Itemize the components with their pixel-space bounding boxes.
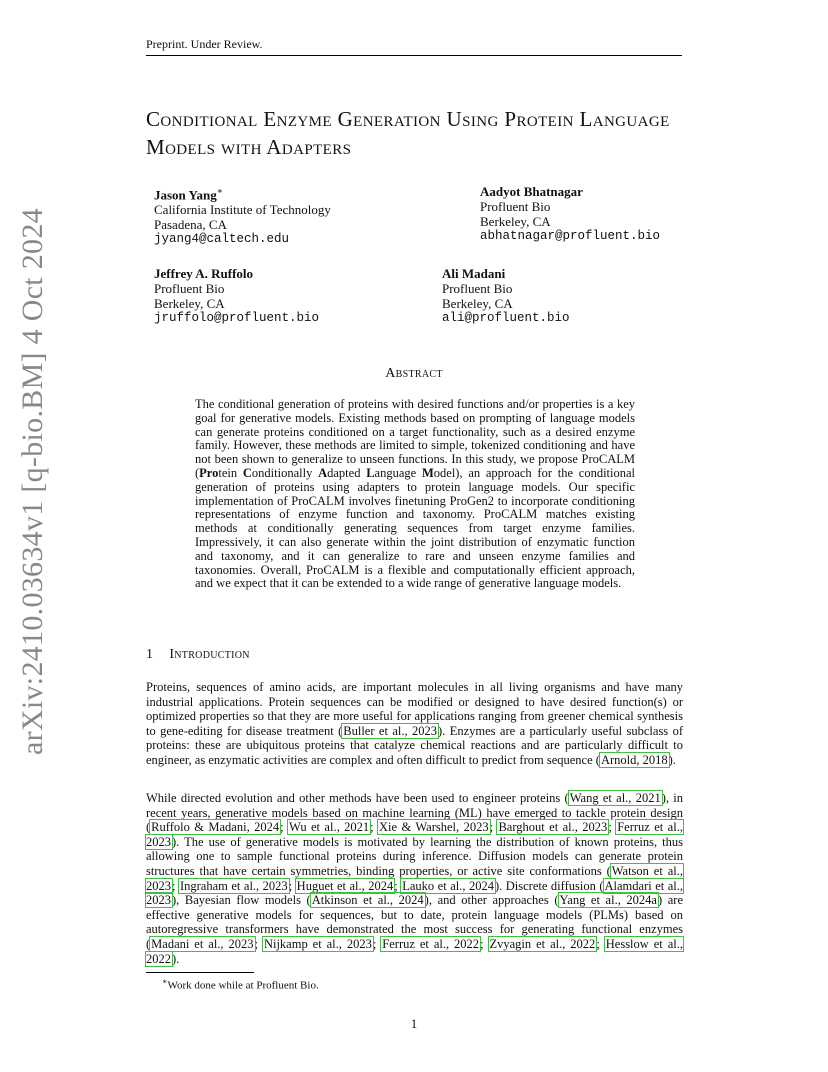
author-location: Berkeley, CA [480, 214, 551, 229]
citation-link[interactable]: Wang et al., 2021 [569, 791, 661, 805]
text-run: While directed evolution and other methods have been used to engineer proteins ( [146, 791, 569, 805]
citation-link[interactable]: Nijkamp et al., 2023 [263, 936, 372, 951]
citation-link[interactable]: Watson et al., 2023 [146, 863, 683, 893]
author-name: Jeffrey A. Ruffolo [154, 266, 254, 281]
text-run: Proteins, sequences of amino acids, are important molecules in all living organisms and have many industrial applications. Protein sequences can be modified or designed to have desired function(s) or optimized properties so that they are more useful for applications ranging from greener chemical synthesis to gene-editing for disease treatment ( [146, 680, 683, 738]
author-footnote-mark: ∗ [216, 186, 223, 196]
text-run: ). Enzymes are a particularly useful subclass of proteins: these are ubiquitous proteins that catalyze chemical reactions and are particularly difficult to engineer, as enzymatic activities are complex and often difficult to predict from sequence ( [146, 723, 683, 767]
abstract-part: The conditional generation of proteins with desired functions and/or properties is a key goal for generative models. Existing methods based on prompting of language models can generate proteins conditioned on a target functionality, such as a desired enzyme family. However, these methods are limited to simple, tokenized conditioning and have not been shown to generalize to unseen functions. In this study, we propose ProCALM ( [195, 397, 635, 480]
author-email[interactable]: ali@profluent.bio [442, 311, 570, 325]
separator: ; [288, 878, 296, 893]
text-run: ), and other approaches ( [424, 893, 559, 908]
page-number: 1 [410, 1016, 418, 1031]
text-run: ) are effective generative models for sequences, but to date, protein language models (PLMs) based on autoregressive transformers have demonstrated the most success for generating functional enzymes ( [146, 893, 684, 951]
author-name: Aadyot Bhatnagar [480, 184, 583, 199]
footnote [162, 977, 319, 992]
intro-paragraph-1 [146, 680, 683, 768]
text-run: ), Bayesian flow models ( [172, 893, 311, 908]
citation-link[interactable]: Yang et al., 2024a [559, 893, 657, 908]
citation-link[interactable]: Lauko et al., 2024 [402, 878, 494, 893]
acronym-letter: L [366, 465, 375, 480]
citation-link[interactable]: Alamdari et al., 2023 [146, 878, 683, 908]
author-block [154, 184, 331, 247]
citation-link[interactable]: Ferruz et al., 2022 [382, 936, 480, 951]
abstract-part: onditionally [251, 465, 319, 480]
arxiv-stamp: arXiv:2410.03634v1 [q-bio.BM] 4 Oct 2024 [16, 208, 49, 755]
citation-link[interactable]: Ruffolo & Madani, 2024 [151, 820, 280, 835]
abstract-part: ), an approach for the conditional generation of proteins using adapters to protein language models. Our specific implementation of ProCALM involves finetuning ProGen2 to incorporate conditioning representations of enzyme function and taxonomy. ProCALM matches existing methods at conditionally generating sequences from target enzyme families. Impressively, it can also generate within the joint distribution of enzymatic function and taxonomy, and it can generalize to rare and unseen enzyme families and taxonomies. Overall, ProCALM is a flexible and computationally efficient approach, and we expect that it can be extended to a wide range of generative language models. [195, 465, 636, 591]
separator: ; [280, 820, 289, 835]
separator: ; [370, 820, 378, 835]
intro-paragraph-2 [146, 791, 683, 966]
separator: ; [480, 936, 489, 951]
abstract-part: dapted [327, 465, 367, 480]
citation-link[interactable]: Huguet et al., 2024 [296, 878, 394, 893]
abstract-heading: Abstract [385, 366, 443, 381]
author-affiliation: California Institute of Technology [154, 202, 331, 218]
acronym-letter: C [242, 465, 252, 480]
text-run: ). [668, 752, 676, 767]
acronym-letter: M [421, 465, 434, 480]
text-run: ), in recent years, generative models based on machine learning (ML) have emerged to tackle protein design ( [146, 791, 684, 835]
citation-link[interactable]: Atkinson et al., 2024 [311, 893, 424, 908]
abstract-part: anguage [374, 465, 422, 480]
author-location: Pasadena, CA [154, 217, 227, 233]
author-affiliation: Profluent Bio [442, 281, 513, 296]
text-run: ). The use of generative models is motivated by learning the distribution of known proteins, thus allowing one to sample functional proteins during inference. Diffusion models can generate protein structures that have certain symmetries, binding properties, or active site conformations ( [146, 834, 683, 878]
author-affiliation: Profluent Bio [154, 281, 225, 296]
author-block [154, 266, 319, 326]
section-number: 1 [146, 647, 154, 662]
footnote-text: Work done while at Profluent Bio. [167, 979, 319, 992]
author-block [442, 266, 570, 326]
citation-link[interactable]: Xie & Warshel, 2023 [379, 820, 489, 835]
citation-link[interactable]: Madani et al., 2023 [151, 936, 254, 951]
citation-link[interactable]: Buller et al., 2023 [343, 723, 438, 738]
separator: ; [372, 936, 382, 951]
author-email[interactable]: jruffolo@profluent.bio [154, 311, 320, 325]
text-run: ). [172, 951, 180, 966]
citation-link[interactable]: Barghout et al., 2023 [498, 820, 608, 835]
citation-link[interactable]: Hesslow et al., 2022 [146, 936, 683, 966]
abstract-part: odel [433, 465, 456, 480]
author-email[interactable]: jyang4@caltech.edu [154, 232, 290, 247]
abstract-text [195, 398, 635, 591]
author-location: Berkeley, CA [154, 296, 225, 311]
separator: ; [394, 878, 402, 893]
citation-link[interactable]: Zvyagin et al., 2022 [489, 936, 596, 951]
citation-link[interactable]: Ferruz et al., 2023 [146, 820, 683, 849]
citation-link[interactable]: Arnold, 2018 [600, 752, 668, 767]
footnote-mark: ∗ [162, 977, 168, 986]
paper-title: Conditional Enzyme Generation Using Protein Language Models with Adapters [146, 107, 670, 159]
separator: ; [608, 820, 617, 835]
running-header: Preprint. Under Review. [146, 37, 682, 56]
author-name: Ali Madani [442, 266, 506, 281]
acronym-letter: Pro [199, 465, 219, 480]
separator: ; [489, 820, 498, 835]
section-heading [146, 647, 250, 663]
author-name: Jason Yang [154, 187, 217, 203]
separator: ; [254, 936, 263, 951]
separator: ; [596, 936, 605, 951]
author-block [480, 184, 660, 244]
footnote-rule [146, 972, 254, 973]
author-affiliation: Profluent Bio [480, 199, 551, 214]
citation-link[interactable]: Wu et al., 2021 [289, 820, 370, 835]
abstract-part: tein [218, 465, 243, 480]
author-email[interactable]: abhatnagar@profluent.bio [480, 229, 661, 243]
acronym-letter: A [318, 465, 328, 480]
citation-link[interactable]: Ingraham et al., 2023 [179, 878, 288, 893]
author-location: Berkeley, CA [442, 296, 513, 311]
separator: ; [172, 878, 179, 893]
section-title: Introduction [169, 647, 250, 662]
text-run: ). Discrete diffusion ( [494, 878, 604, 893]
